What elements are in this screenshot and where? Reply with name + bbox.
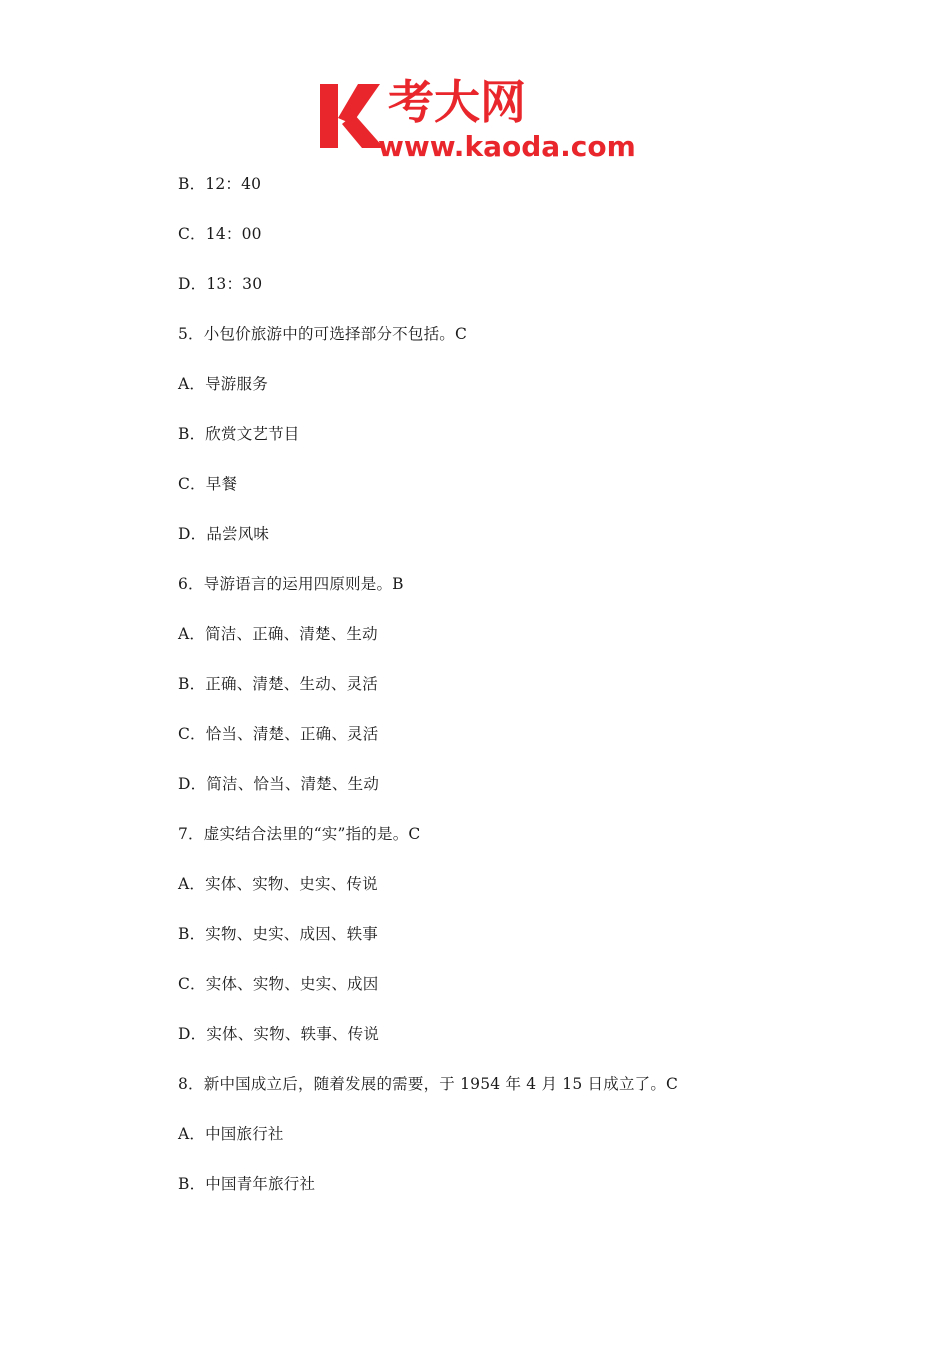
- option-line: A．中国旅行社: [178, 1125, 284, 1143]
- kaoda-logo: [318, 74, 640, 160]
- option-line: B．正确、清楚、生动、灵活: [178, 675, 378, 693]
- question-line: 7．虚实结合法里的“实”指的是。C: [178, 825, 421, 843]
- option-line: B．中国青年旅行社: [178, 1175, 316, 1193]
- option-line: B．欣赏文艺节目: [178, 425, 300, 443]
- option-line: C．早餐: [178, 475, 238, 493]
- option-line: C．恰当、清楚、正确、灵活: [178, 725, 379, 743]
- question-line: 6．导游语言的运用四原则是。B: [178, 575, 404, 593]
- question-line: 8．新中国成立后，随着发展的需要，于 1954 年 4 月 15 日成立了。C: [178, 1075, 679, 1093]
- question-list: [178, 172, 878, 1222]
- question-line: 5．小包价旅游中的可选择部分不包括。C: [178, 325, 468, 343]
- option-line: D．13：30: [178, 275, 263, 293]
- kaoda-logo-graphic: [318, 74, 640, 160]
- option-line: D．简洁、恰当、清楚、生动: [178, 775, 380, 793]
- option-line: B．实物、史实、成因、轶事: [178, 925, 378, 943]
- logo-cn-text: 考大网: [388, 75, 526, 129]
- k-mark-icon: [320, 84, 384, 148]
- option-line: A．实体、实物、史实、传说: [178, 875, 378, 893]
- option-line: D．实体、实物、轶事、传说: [178, 1025, 380, 1043]
- option-line: B．12：40: [178, 175, 262, 193]
- option-line: C．14：00: [178, 225, 262, 243]
- option-line: D．品尝风味: [178, 525, 270, 543]
- option-line: A．简洁、正确、清楚、生动: [178, 625, 378, 643]
- logo-url-text: www.kaoda.com: [378, 130, 636, 160]
- option-line: C．实体、实物、史实、成因: [178, 975, 379, 993]
- option-line: A．导游服务: [178, 375, 268, 393]
